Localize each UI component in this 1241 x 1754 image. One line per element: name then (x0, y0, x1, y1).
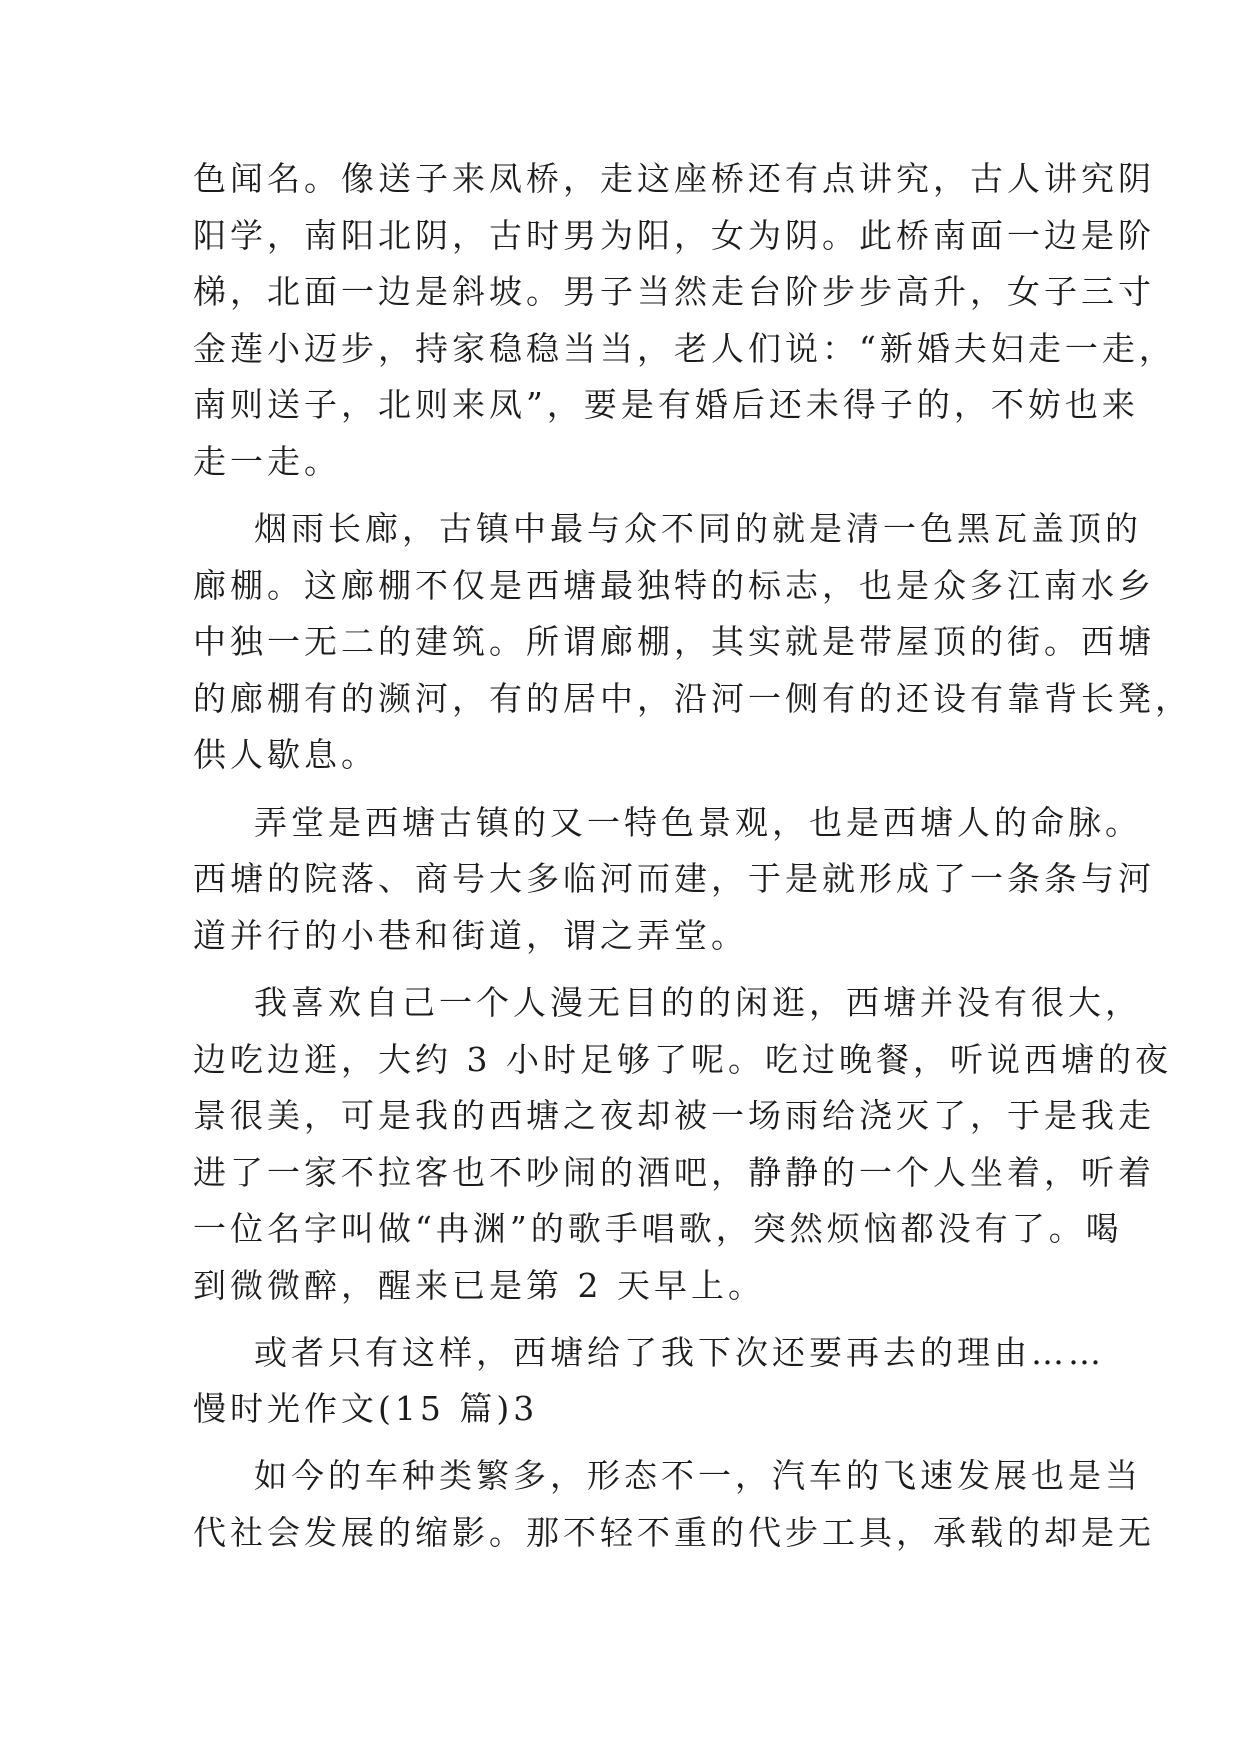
text-line: 南则送子，北则来凤”，要是有婚后还未得子的，不妨也来 (193, 385, 1139, 424)
text-line: 一位名字叫做“冉渊”的歌手唱歌，突然烦恼都没有了。喝 (193, 1209, 1123, 1248)
text-line: 的廊棚有的濒河，有的居中，沿河一侧有的还设有靠背长凳， (193, 679, 1192, 718)
paragraph-first-line: 弄堂是西塘古镇的又一特色景观，也是西塘人的命脉。 (254, 803, 1142, 842)
text-line: 进了一家不拉客也不吵闹的酒吧，静静的一个人坐着，听着 (193, 1153, 1155, 1192)
text-line: 到微微醉，醒来已是第 2 天早上。 (193, 1266, 765, 1305)
text-line: 中独一无二的建筑。所谓廊棚，其实就是带屋顶的街。西塘 (193, 622, 1155, 661)
text-line: 景很美，可是我的西塘之夜却被一场雨给浇灭了，于是我走 (193, 1096, 1155, 1135)
text-line: 阳学，南阳北阴，古时男为阳，女为阴。此桥南面一边是阶 (193, 216, 1155, 255)
paragraph-first-line: 或者只有这样，西塘给了我下次还要再去的理由…… (254, 1333, 1105, 1372)
paragraph-first-line: 如今的车种类繁多，形态不一，汽车的飞速发展也是当 (254, 1456, 1142, 1495)
text-line: 道并行的小巷和街道，谓之弄堂。 (193, 916, 748, 955)
text-line: 代社会发展的缩影。那不轻不重的代步工具，承载的却是无 (193, 1513, 1155, 1552)
text-line: 边吃边逛，大约 3 小时足够了呢。吃过晚餐，听说西塘的夜 (193, 1040, 1172, 1079)
text-line: 走一走。 (193, 442, 341, 481)
text-line: 廊棚。这廊棚不仅是西塘最独特的标志，也是众多江南水乡 (193, 566, 1155, 605)
text-line: 色闻名。像送子来凤桥，走这座桥还有点讲究，古人讲究阴 (193, 159, 1155, 198)
paragraph-first-line: 我喜欢自己一个人漫无目的的闲逛，西塘并没有很大， (254, 983, 1142, 1022)
text-line: 西塘的院落、商号大多临河而建，于是就形成了一条条与河 (193, 859, 1155, 898)
paragraph-first-line: 烟雨长廊，古镇中最与众不同的就是清一色黑瓦盖顶的 (254, 509, 1142, 548)
text-line: 金莲小迈步，持家稳稳当当，老人们说：“新婚夫妇走一走， (193, 329, 1176, 368)
text-line: 供人歇息。 (193, 735, 378, 774)
section-heading: 慢时光作文(15 篇)3 (193, 1389, 539, 1428)
text-line: 梯，北面一边是斜坡。男子当然走台阶步步高升，女子三寸 (193, 272, 1155, 311)
